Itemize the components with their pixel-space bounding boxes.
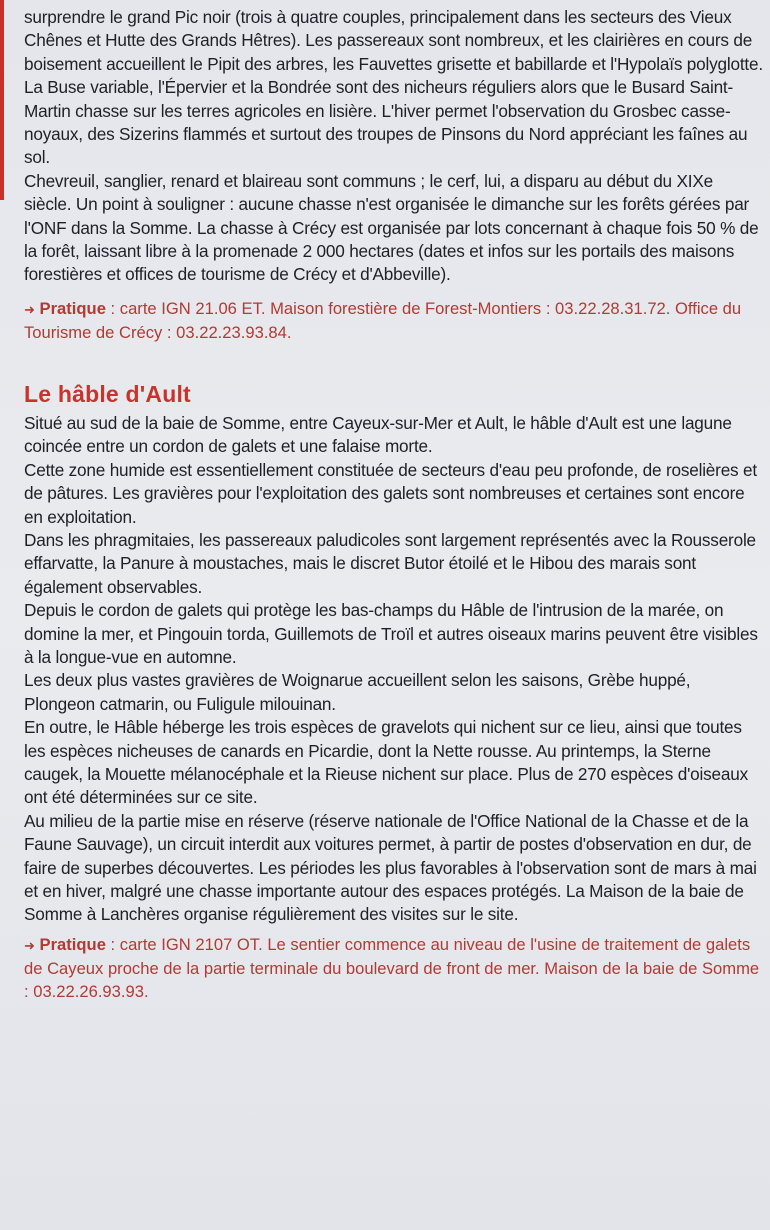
paragraph: Depuis le cordon de galets qui protège les bas-champs du Hâble de l'intrusion de la marée, on domine la mer, et Pingouin torda, Guillemots de Troïl et autres oiseaux marins peuvent être visibles à la longue-vue en automne.: [24, 600, 758, 667]
paragraph: Cette zone humide est essentiellement constituée de secteurs d'eau peu profonde, de roselières et de pâtures. Les gravières pour l'exploitation des galets sont nombreuses et certaines sont encore en exploitation.: [24, 459, 757, 527]
arrow-icon: ➜: [24, 937, 35, 953]
paragraph: Les deux plus vastes gravières de Woignarue accueillent selon les saisons, Grèbe huppé, Plongeon catmarin, ou Fuligule milouinan.: [24, 670, 691, 714]
pratique-block-hable: [24, 933, 764, 1003]
pratique-text: : carte IGN 2107 OT. Le sentier commence au niveau de l'usine de traitement de galets de Cayeux proche de la partie terminale du boulevard de front de mer. Maison de la baie de Somme : 03.22.26.93.93.: [24, 934, 760, 1001]
section-hable-text: [24, 412, 764, 927]
section-forest-text: [24, 6, 764, 287]
pratique-label: Pratique: [39, 934, 106, 954]
section-title-hable-ault: Le hâble d'Ault: [24, 380, 191, 407]
paragraph: Chevreuil, sanglier, renard et blaireau sont communs ; le cerf, lui, a disparu au début du XIXe siècle. Un point à souligner : aucune chasse n'est organisée le dimanche sur les forêts gérées par l'ONF dans la Somme. La chasse à Crécy est organisée par lots concernant à chaque fois 50 % de la forêt, laissant libre à la promenade 2 000 hectares (dates et infos sur les portails des maisons forestières et offices de tourisme de Crécy et d'Abbeville).: [24, 170, 759, 285]
page-edge-accent: [0, 0, 4, 200]
paragraph: Situé au sud de la baie de Somme, entre Cayeux-sur-Mer et Ault, le hâble d'Ault est une lagune coincée entre un cordon de galets et une falaise morte.: [24, 412, 732, 457]
arrow-icon: ➜: [24, 301, 35, 317]
pratique-block-forest: [24, 297, 764, 344]
paragraph: Dans les phragmitaies, les passereaux paludicoles sont largement représentés avec la Rousserole effarvatte, la Panure à moustaches, mais le discret Butor étoilé et le Hibou des marais sont également observables.: [24, 529, 756, 597]
paragraph: Au milieu de la partie mise en réserve (réserve nationale de l'Office National de la Chasse et de la Faune Sauvage), un circuit interdit aux voitures permet, à partir de postes d'observation en dur, de faire de superbes découvertes. Les périodes les plus favorables à l'observation sont de mars à mai et en hiver, malgré une chasse importante autour des espaces protégés. La Maison de la baie de Somme à Lanchères organise régulièrement des visites sur le site.: [24, 810, 757, 925]
pratique-text: : carte IGN 21.06 ET. Maison forestière de Forest-Montiers : 03.22.28.31.72. Office du Tourisme de Crécy : 03.22.23.93.84.: [24, 298, 742, 342]
pratique-label: Pratique: [39, 298, 106, 318]
paragraph: En outre, le Hâble héberge les trois espèces de gravelots qui nichent sur ce lieu, ainsi que toutes les espèces nicheuses de canards en Picardie, dont la Nette rousse. Au printemps, la Sterne caugek, la Mouette mélanocéphale et la Rieuse nichent sur place. Plus de 270 espèces d'oiseaux ont été déterminées sur ce site.: [24, 717, 749, 808]
page-content: [24, 6, 764, 1003]
paragraph: surprendre le grand Pic noir (trois à quatre couples, principalement dans les secteurs des Vieux Chênes et Hutte des Grands Hêtres). Les passereaux sont nombreux, et les clairières en cours de boisement accueillent le Pipit des arbres, les Fauvettes grisette et babillarde et l'Hypolaïs polyglotte. La Buse variable, l'Épervier et la Bondrée sont des nicheurs réguliers alors que le Busard Saint-Martin chasse sur les terres agricoles en lisière. L'hiver permet l'observation du Grosbec casse-noyaux, des Sizerins flammés et surtout des troupes de Pinsons du Nord appréciant les faînes au sol.: [24, 7, 763, 168]
